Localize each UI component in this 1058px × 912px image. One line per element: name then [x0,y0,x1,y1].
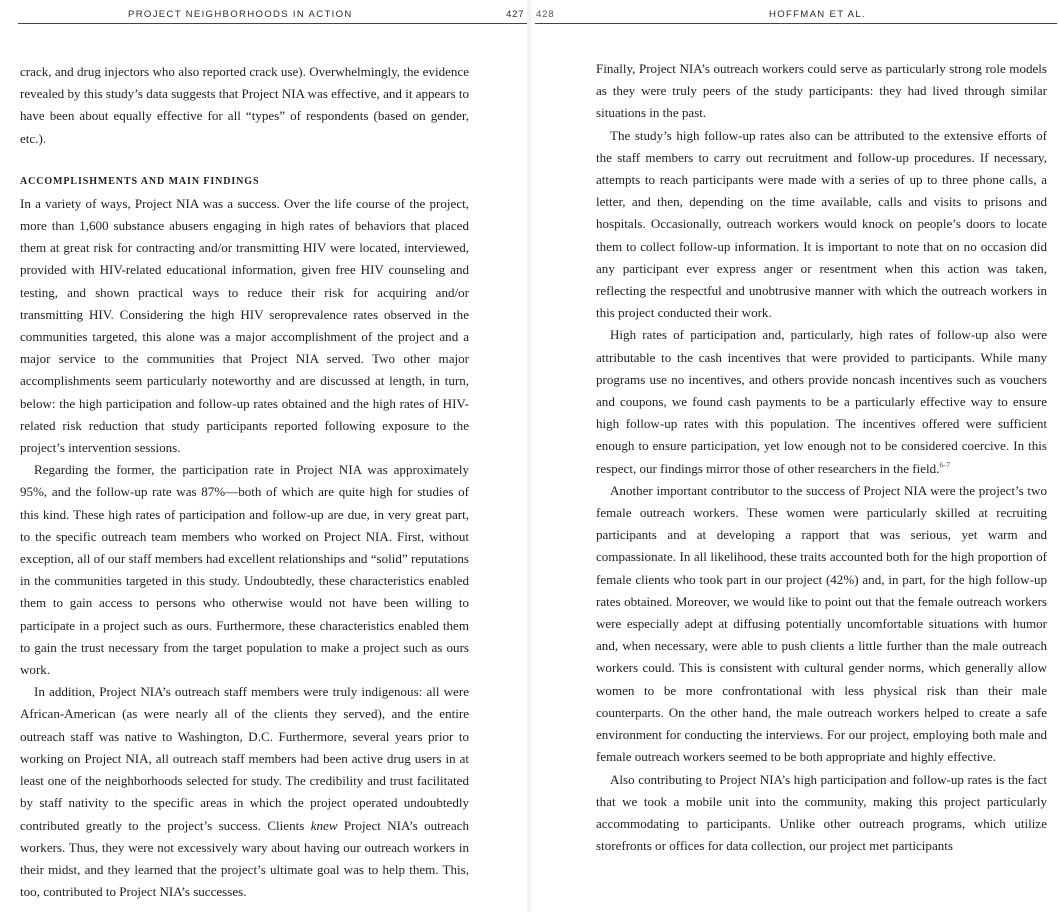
paragraph-5: Finally, Project NIA’s outreach workers could serve as particularly strong role models as they were truly peers of the study participants: they had lived through similar situations in the past. [596,61,1047,121]
page-number-right: 428 [536,9,555,20]
paragraph-4-text: In addition, Project NIA’s outreach staff members were truly indigenous: all were African-American (as were nearly all of the clients they served), and the entire outreach staff was native to Washington, D.C. Furthermore, several years prior to working on Project NIA, all outreach staff members had been active drug users in at least one of the neighborhoods selected for study. The credibility and trust facilitated by staff nativity to the specific areas in which the project operated undoubtedly contributed greatly to the project’s success. Clients [20,684,469,833]
header-rule-left [18,23,527,24]
citation-superscript: 6–7 [939,461,950,470]
page-number-left: 427 [506,9,525,20]
right-page [531,0,1058,912]
running-head-author: HOFFMAN ET AL. [769,9,866,20]
paragraph-7-text: High rates of participation and, particularly, high rates of follow-up also were attributable to the cash incentives that were provided to participants. While many programs use no incentives, and others provide noncash incentives such as vouchers and coupons, we found cash payments to be a particularly effective way to ensure high follow-up rates with this population. The incentives offered were sufficient enough to ensure participation, yet low enough not to be considered coercive. In this respect, our findings mirror those of other researchers in the field. [596,327,1047,476]
left-page [0,0,527,912]
running-head-title: PROJECT NEIGHBORHOODS IN ACTION [128,9,353,20]
paragraph-8: Another important contributor to the success of Project NIA were the project’s two female outreach workers. These women were particularly skilled at recruiting participants and at developing a rapport that was serious, yet warm and compassionate. In all likelihood, these traits accounted both for the high proportion of female clients who took part in our project (42%) and, in part, for the high follow-up rates obtained. Moreover, we would like to point out that the female outreach workers were especially adept at diffusing potentially uncomfortable situations with humor and, when necessary, were able to push clients a little further than the male outreach workers could. This is consistent with cultural gender norms, which generally allow women to be more confrontational with less physical risk than their male counterparts. On the other hand, the male outreach workers helped to create a safe environment for conducting the interviews. For our project, employing both male and female outreach workers seemed to be both appropriate and highly effective. [596,482,1047,765]
paragraph-4-text-end: Project NIA’s outreach workers. Thus, they were not excessively wary about having our outreach workers in their midst, and they learned that the project’s ultimate goal was to help them. This, too, contributed to Project NIA’s successes. [20,817,470,900]
right-column [596,58,1047,857]
paragraph-1: crack, and drug injectors who also reported crack use). Overwhelmingly, the evidence revealed by this study’s data suggests that Project NIA was effective, and it appears to have been about equally effective for all “types” of respondents (based on gender, etc.). [20,64,469,146]
left-column [20,61,469,903]
paragraph-4 [20,681,469,903]
paragraph-9: Also contributing to Project NIA’s high participation and follow-up rates is the fact that we took a mobile unit into the community, making this project particularly accommodating to participants. Unlike other outreach programs, which utilize storefronts or offices for data collection, our project met participants [596,771,1047,854]
paragraph-2: In a variety of ways, Project NIA was a success. Over the life course of the project, more than 1,600 substance abusers engaging in high rates of behaviors that placed them at great risk for contracting and/or transmitting HIV were located, interviewed, provided with HIV-related educational information, given free HIV counseling and testing, and shown practical ways to reduce their risk for acquiring and/or transmitting HIV. Considering the high HIV seroprevalence rates observed in the communities targeted, this alone was a major accomplishment of the project and a major service to the communities that Project NIA served. Two other major accomplishments seem particularly noteworthy and are discussed at length, in turn, below: the high participation and follow-up rates obtained and the high rates of HIV-related risk reduction that study participants reported following exposure to the project’s intervention sessions. [20,195,469,456]
section-heading: ACCOMPLISHMENTS AND MAIN FINDINGS [20,175,260,187]
paragraph-3: Regarding the former, the participation rate in Project NIA was approximately 95%, and the follow-up rate was 87%—both of which are quite high for studies of this kind. These high rates of participation and follow-up are due, in very great part, to the specific outreach team members who worked on Project NIA. First, without exception, all of our staff members had excellent relationships and “solid” reputations in the communities targeted in this study. Undoubtedly, these characteristics enabled them to gain access to persons who otherwise would not have been willing to participate in a project such as ours. Furthermore, these characteristics enabled them to gain the trust necessary from the target population to make a project such as ours work. [20,462,469,678]
header-rule-right [535,23,1057,24]
emphasis-knew: knew [310,817,338,833]
paragraph-7 [596,324,1047,479]
paragraph-6: The study’s high follow-up rates also can be attributed to the extensive efforts of the staff members to carry out recruitment and follow-up procedures. If necessary, attempts to reach participants were made with a series of up to three phone calls, a letter, and then, depending on the time available, calls and visits to prisons and hospitals. Occasionally, outreach workers would knock on people’s doors to locate them to collect follow-up information. It is important to note that on no occasion did any participant ever express anger or resentment when this action was taken, reflecting the respectful and unobtrusive manner with which the outreach workers in this project conducted their work. [596,127,1047,321]
